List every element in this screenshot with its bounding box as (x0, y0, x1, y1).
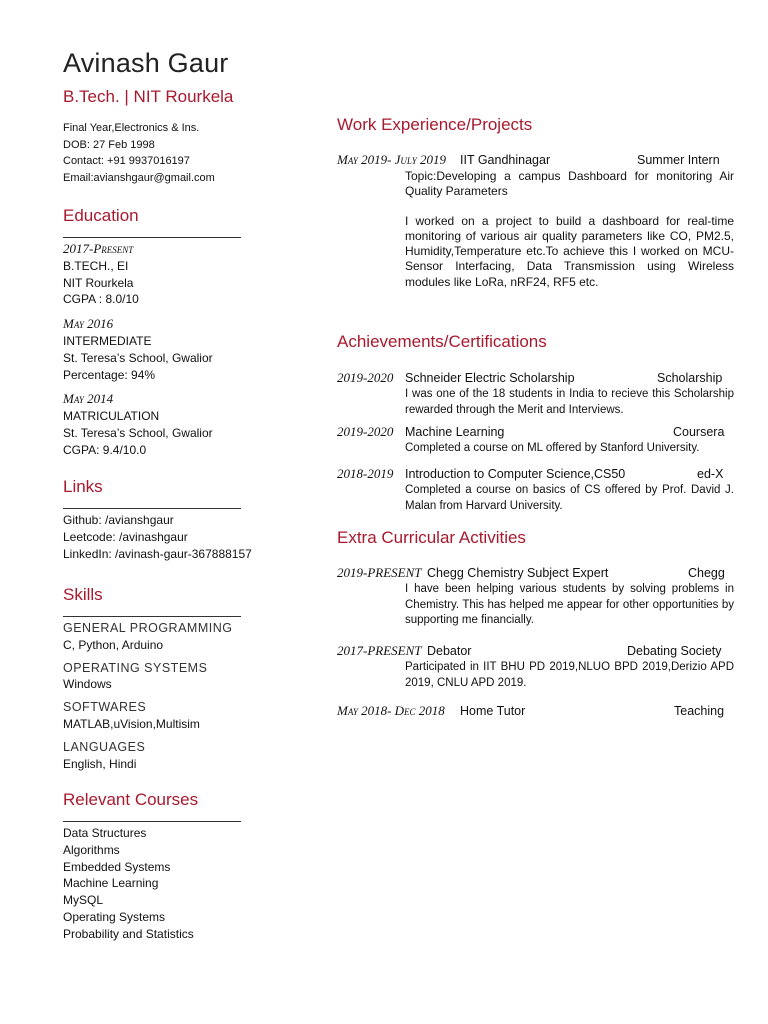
education-section (63, 205, 241, 459)
course-item: Algorithms (63, 842, 120, 857)
leetcode-link[interactable]: Leetcode: /avinashgaur (63, 529, 188, 544)
achievements-section (337, 331, 734, 353)
info-line: Email:avianshgaur@gmail.com (63, 171, 215, 184)
section-rule (63, 508, 241, 509)
skill-value: MATLAB,uVision,Multisim (63, 716, 200, 731)
skill-category: GENERAL PROGRAMMING (63, 621, 233, 635)
course-item: Machine Learning (63, 876, 159, 891)
edu-school: NIT Rourkela (63, 275, 134, 290)
entry-org: IIT Gandhinagar (460, 153, 551, 167)
entry-date: 2019-2020 (337, 424, 394, 439)
resume-name: Avinash Gaur (63, 48, 229, 78)
section-title: Links (63, 477, 103, 496)
courses-section (63, 789, 241, 943)
edu-date: May 2014 (63, 391, 114, 407)
info-line: DOB: 27 Feb 1998 (63, 138, 155, 151)
entry-topic: Topic:Developing a campus Dashboard for monitoring Air Quality Parameters (405, 169, 734, 199)
work-entry (337, 151, 734, 290)
skill-value: Windows (63, 677, 112, 692)
section-title: Skills (63, 585, 103, 604)
entry-date: 2018-2019 (337, 466, 394, 481)
entry-description: Participated in IIT BHU PD 2019,NLUO BPD 2019,Derizio APD 2019, CNLU APD 2019. (405, 661, 734, 689)
edu-level: MATRICULATION (63, 409, 160, 424)
section-rule (63, 821, 241, 822)
activity-entry (337, 702, 734, 720)
entry-date: May 2018- Dec 2018 (337, 703, 445, 718)
linkedin-link[interactable]: LinkedIn: /avinash-gaur-367888157 (63, 546, 252, 561)
achievement-entry (337, 369, 734, 418)
entry-description: I have been helping various students by solving problems in Chemistry. This has helped me appear for other opportunities by supporting me financially. (405, 583, 734, 626)
entry-date: 2019-2020 (337, 370, 394, 385)
entry-date: 2017-PRESENT (337, 643, 422, 658)
entry-description: Completed a course on ML offered by Stanford University. (405, 442, 700, 454)
degree-line: B.Tech. | NIT Rourkela (63, 87, 234, 106)
skill-category: SOFTWARES (63, 700, 147, 715)
edu-school: St. Teresa’s School, Gwalior (63, 425, 213, 440)
entry-tag: Scholarship (657, 371, 723, 385)
course-item: Probability and Statistics (63, 926, 194, 941)
entry-tag: Chegg (688, 566, 725, 580)
entry-title: Chegg Chemistry Subject Expert (427, 566, 609, 580)
section-title: Achievements/Certifications (337, 332, 547, 351)
entry-title: Introduction to Computer Science,CS50 (405, 467, 626, 481)
edu-date: May 2016 (63, 316, 114, 332)
skills-section (63, 584, 241, 772)
section-title: Work Experience/Projects (337, 115, 533, 134)
entry-title: Schneider Electric Scholarship (405, 371, 575, 385)
course-item: Embedded Systems (63, 859, 171, 874)
entry-tag: Debating Society (627, 644, 722, 658)
edu-level: INTERMEDIATE (63, 333, 152, 348)
entry-tag: Coursera (673, 425, 725, 439)
section-title: Education (63, 206, 139, 225)
info-line: Contact: +91 9937016197 (63, 155, 190, 167)
activity-entry (337, 642, 734, 691)
skill-value: English, Hindi (63, 756, 137, 771)
entry-tag: Teaching (674, 704, 725, 718)
section-title: Relevant Courses (63, 790, 199, 809)
entry-tag: ed-X (697, 467, 724, 481)
entry-description: I worked on a project to build a dashboard for real-time monitoring of various air quality parameters like CO, PM2.5, Humidity,Temperature etc.To achieve this I worked on MCU-Sensor Interfacing, Data Transmission using Wireless modules like LoRa, nRF24, RF5 etc. (405, 213, 734, 289)
entry-role: Summer Intern (637, 153, 720, 167)
github-link[interactable]: Github: /avianshgaur (63, 513, 174, 527)
entry-date: 2019-PRESENT (337, 565, 422, 580)
skill-category: OPERATING SYSTEMS (63, 660, 208, 675)
edu-school: St. Teresa’s School, Gwalior (63, 350, 213, 365)
entry-description: I was one of the 18 students in India to recieve this Scholarship rewarded through the Merit and Interviews. (405, 388, 734, 416)
skill-category: LANGUAGES (63, 739, 146, 754)
course-item: Data Structures (63, 826, 147, 840)
links-section (63, 476, 252, 562)
achievement-entry (337, 465, 734, 514)
skill-value: C, Python, Arduino (63, 637, 164, 652)
entry-description: Completed a course on basics of CS offered by Prof. David J. Malan from Harvard University. (405, 484, 734, 512)
section-rule (63, 616, 241, 617)
activity-entry (337, 564, 734, 629)
section-rule (63, 237, 241, 238)
extra-curricular-section (337, 527, 734, 549)
course-item: Operating Systems (63, 909, 166, 924)
course-item: MySQL (63, 893, 104, 908)
work-section (337, 114, 734, 136)
info-line: Final Year,Electronics & Ins. (63, 122, 200, 134)
entry-title: Debator (427, 644, 472, 658)
entry-title: Machine Learning (405, 425, 505, 439)
personal-info (63, 120, 215, 186)
edu-level: B.TECH., EI (63, 258, 129, 273)
edu-score: Percentage: 94% (63, 367, 156, 382)
edu-score: CGPA : 8.0/10 (63, 292, 139, 307)
edu-date: 2017-Present (63, 241, 134, 256)
section-title: Extra Curricular Activities (337, 528, 526, 547)
edu-score: CGPA: 9.4/10.0 (63, 442, 147, 457)
entry-date: May 2019- July 2019 (337, 152, 447, 167)
achievement-entry (337, 423, 734, 457)
entry-title: Home Tutor (460, 704, 526, 718)
